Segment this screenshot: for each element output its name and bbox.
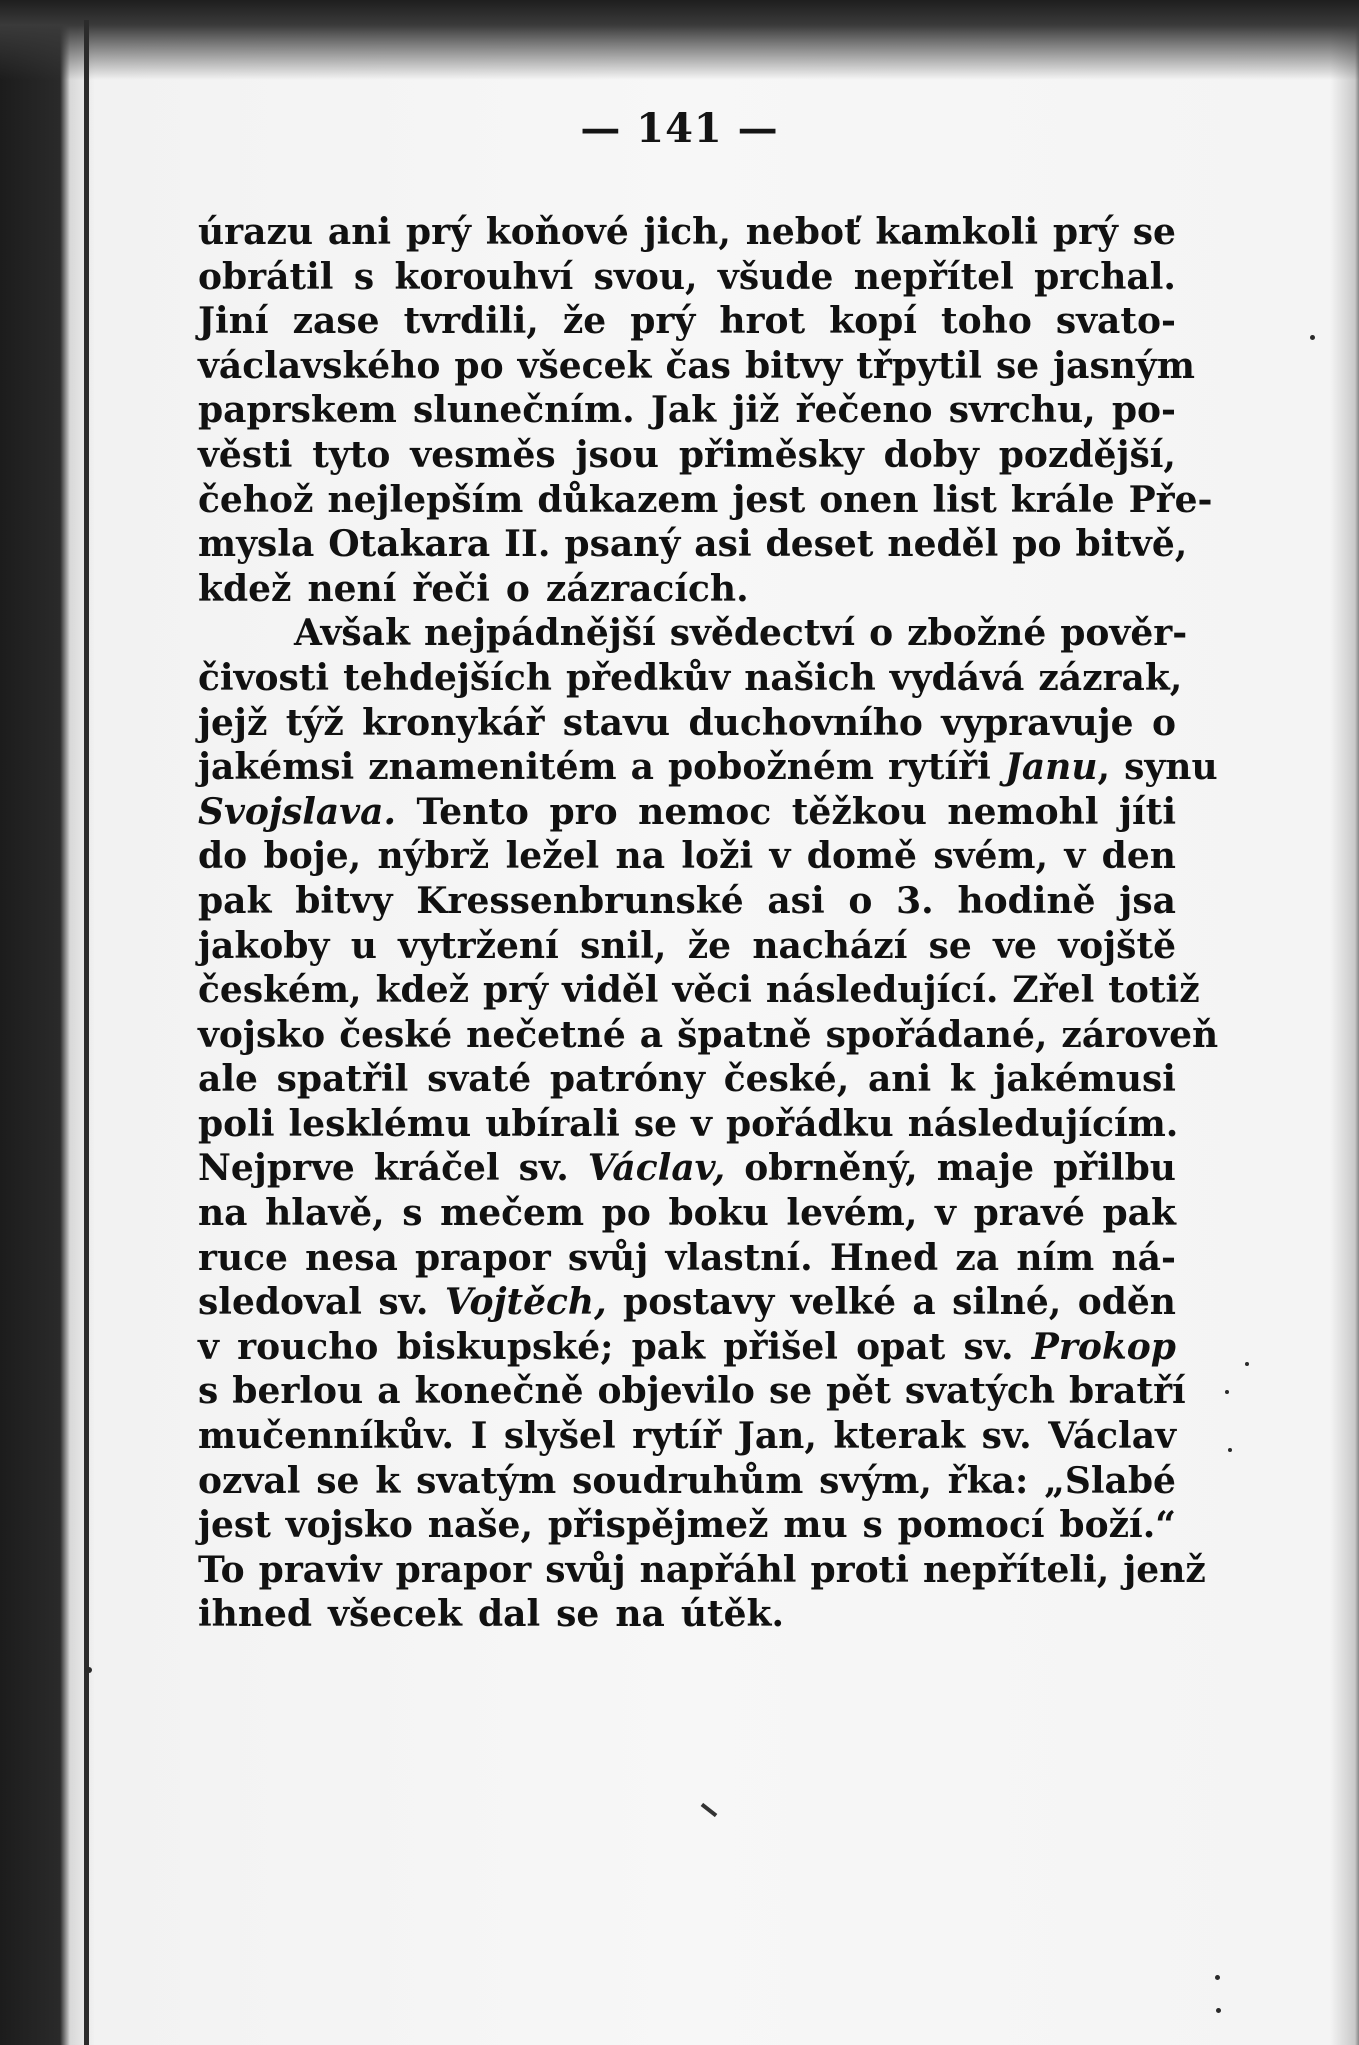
print-mark <box>701 1803 718 1817</box>
text-line: václavského po všecek čas bitvy třpytil se jasným <box>198 344 1195 387</box>
text-line: ale spatřil svaté patróny české, ani k jakémusi <box>198 1058 1176 1101</box>
text-line: jest vojsko naše, přispějmež mu s pomocí boží.“ <box>198 1504 1176 1547</box>
text-line: Nejprve kráčel sv. Václav, obrněný, maje přilbu <box>198 1147 1176 1190</box>
dust-speck <box>86 1667 92 1673</box>
dust-speck <box>1216 2008 1221 2013</box>
text-line: Avšak nejpádnější svědectví o zbožné pověr- <box>294 612 1188 655</box>
dust-speck <box>1225 1390 1229 1394</box>
text-line: obrátil s korouhví svou, všude nepřítel prchal. <box>198 255 1176 298</box>
top-shadow <box>0 0 1359 80</box>
dust-speck <box>1228 1448 1232 1452</box>
text-line: věsti tyto vesměs jsou přiměsky doby pozdější, <box>198 433 1176 476</box>
text-line: českém, kdež prý viděl věci následující. Zřel totiž <box>198 969 1200 1012</box>
dust-speck <box>1245 1362 1249 1366</box>
page-number: — 141 — <box>580 105 779 152</box>
text-line: čivosti tehdejších předkův našich vydává zázrak, <box>198 656 1183 699</box>
text-line: kdež není řeči o zázracích. <box>198 567 749 610</box>
text-line: ruce nesa prapor svůj vlastní. Hned za ním ná- <box>198 1236 1176 1279</box>
text-line: na hlavě, s mečem po boku levém, v pravé pak <box>198 1192 1176 1235</box>
text-line: s berlou a konečně objevilo se pět svatých bratří <box>198 1370 1186 1413</box>
text-line: úrazu ani prý koňové jich, neboť kamkoli prý se <box>198 211 1176 253</box>
text-line: pak bitvy Kressenbrunské asi o 3. hodině jsa <box>198 879 1176 922</box>
text-line: paprskem slunečním. Jak již řečeno svrchu, po- <box>198 389 1176 432</box>
text-line: vojsko české nečetné a špatně spořádané, zároveň <box>198 1013 1219 1056</box>
text-line: Jiní zase tvrdili, že prý hrot kopí toho svato- <box>198 300 1176 343</box>
text-line: jakoby u vytržení snil, že nachází se ve vojště <box>198 924 1176 967</box>
binding-rule <box>84 20 89 2045</box>
dust-speck <box>1310 335 1315 340</box>
text-line: ozval se k svatým soudruhům svým, řka: „Slabé <box>198 1459 1176 1502</box>
text-line: mučenníkův. I slyšel rytíř Jan, kterak sv. Václav <box>198 1415 1176 1458</box>
text-line: jejž týž kronykář stavu duchovního vypravuje o <box>198 701 1176 744</box>
text-line: sledoval sv. Vojtěch, postavy velké a silné, oděn <box>198 1281 1176 1324</box>
body-text <box>198 210 1219 1637</box>
text-line: v roucho biskupské; pak přišel opat sv. Prokop <box>198 1325 1176 1368</box>
text-line: jakémsi znamenitém a pobožném rytíři Janu, synu <box>198 746 1218 789</box>
text-line: mysla Otakara II. psaný asi deset neděl po bitvě, <box>198 523 1188 566</box>
text-line: čehož nejlepším důkazem jest onen list krále Pře- <box>198 478 1213 521</box>
dust-speck <box>1215 1975 1220 1980</box>
text-line: do boje, nýbrž ležel na loži v domě svém, v den <box>198 835 1176 878</box>
text-line: Svojslava. Tento pro nemoc těžkou nemohl jíti <box>198 790 1176 833</box>
text-line: To praviv prapor svůj napřáhl proti nepříteli, jenž <box>198 1548 1206 1591</box>
text-line: poli lesklému ubírali se v pořádku následujícím. <box>198 1102 1179 1145</box>
text-line: ihned všecek dal se na útěk. <box>198 1593 785 1636</box>
